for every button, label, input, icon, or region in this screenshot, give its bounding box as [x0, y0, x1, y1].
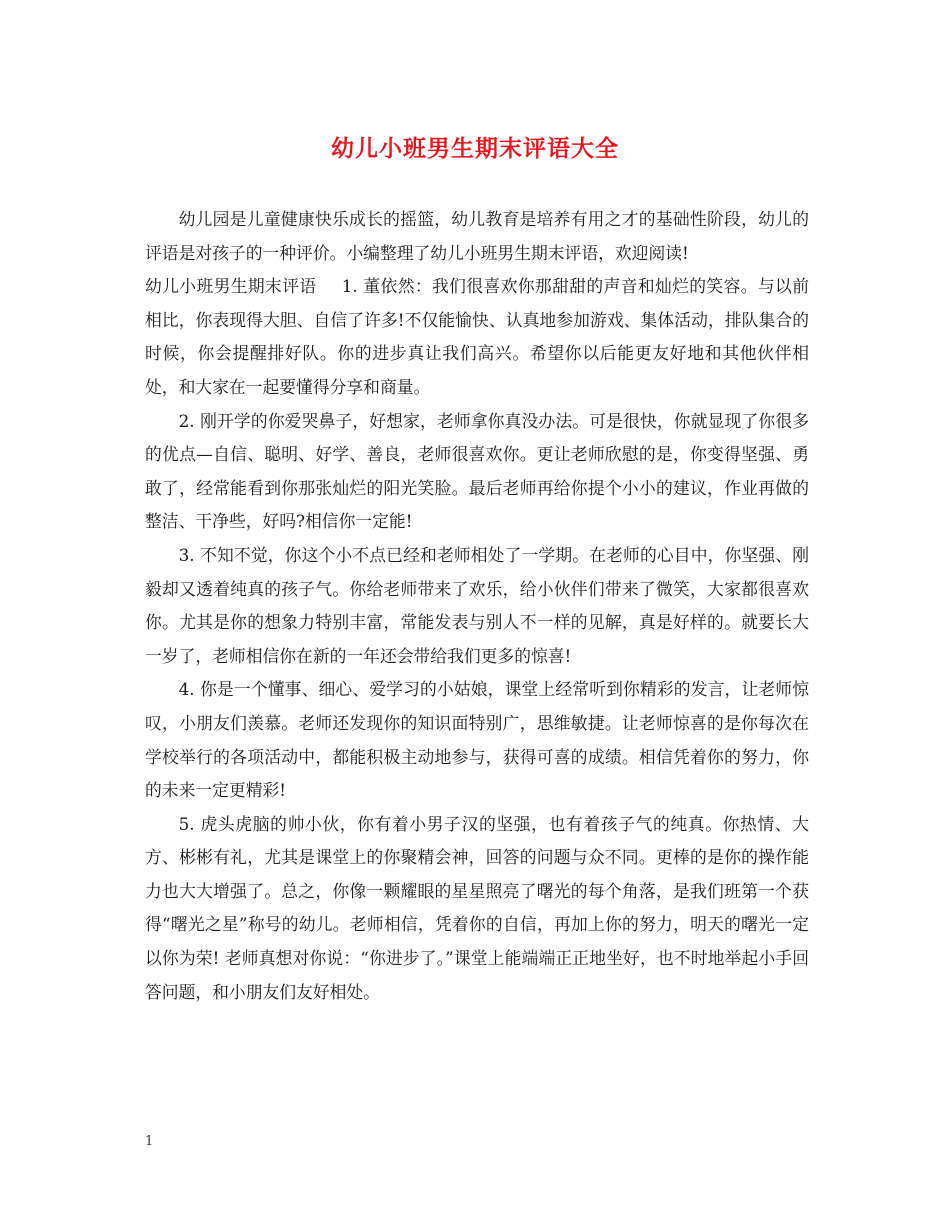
- page-number: 1: [145, 1134, 154, 1149]
- section-heading: 幼儿小班男生期末评语: [145, 276, 317, 297]
- intro-paragraph: 幼儿园是儿童健康快乐成长的摇篮，幼儿教育是培养有用之才的基础性阶段，幼儿的评语是对孩子的一种评价。小编整理了幼儿小班男生期末评语，欢迎阅读!: [145, 209, 809, 263]
- document-body: [145, 203, 809, 1009]
- section-paragraph-1: [145, 270, 809, 404]
- document-title: 幼儿小班男生期末评语大全: [331, 135, 619, 162]
- evaluation-item-4: 4. 你是一个懂事、细心、爱学习的小姑娘，课堂上经常听到你精彩的发言，让老师惊叹，小朋友们羡慕。老师还发现你的知识面特别广，思维敏捷。让老师惊喜的是你每次在学校举行的各项活动中，都能积极主动地参与，获得可喜的成绩。相信凭着你的努力，你的未来一定更精彩!: [145, 679, 809, 801]
- evaluation-item-2: 2. 刚开学的你爱哭鼻子，好想家，老师拿你真没办法。可是很快，你就显现了你很多的优点—自信、聪明、好学、善良，老师很喜欢你。更让老师欣慰的是，你变得坚强、勇敢了，经常能看到你那张灿烂的阳光笑脸。最后老师再给你提个小小的建议，作业再做的整洁、干净些，好吗?相信你一定能!: [145, 410, 809, 532]
- evaluation-item-3: 3. 不知不觉，你这个小不点已经和老师相处了一学期。在老师的心目中，你坚强、刚毅却又透着纯真的孩子气。你给老师带来了欢乐，给小伙伴们带来了微笑，大家都很喜欢你。尤其是你的想象力特别丰富，常能发表与别人不一样的见解，真是好样的。就要长大一岁了，老师相信你在新的一年还会带给我们更多的惊喜!: [145, 544, 809, 666]
- evaluation-item-5: 5. 虎头虎脑的帅小伙，你有着小男子汉的坚强，也有着孩子气的纯真。你热情、大方、彬彬有礼，尤其是课堂上的你聚精会神，回答的问题与众不同。更棒的是你的操作能力也大大增强了。总之，你像一颗耀眼的星星照亮了曙光的每个角落，是我们班第一个获得“曙光之星”称号的幼儿。老师相信，凭着你的自信，再加上你的努力，明天的曙光一定以你为荣! 老师真想对你说：“你进步了。”课堂上能端端正正地坐好，也不时地举起小手回答问题，和小朋友们友好相处。: [145, 813, 809, 1002]
- evaluation-item-1: 1. 董依然：我们很喜欢你那甜甜的声音和灿烂的笑容。与以前相比，你表现得大胆、自信了许多!不仅能愉快、认真地参加游戏、集体活动，排队集合的时候，你会提醒排好队。你的进步真让我们高兴。希望你以后能更友好地和其他伙伴相处，和大家在一起要懂得分享和商量。: [145, 276, 809, 397]
